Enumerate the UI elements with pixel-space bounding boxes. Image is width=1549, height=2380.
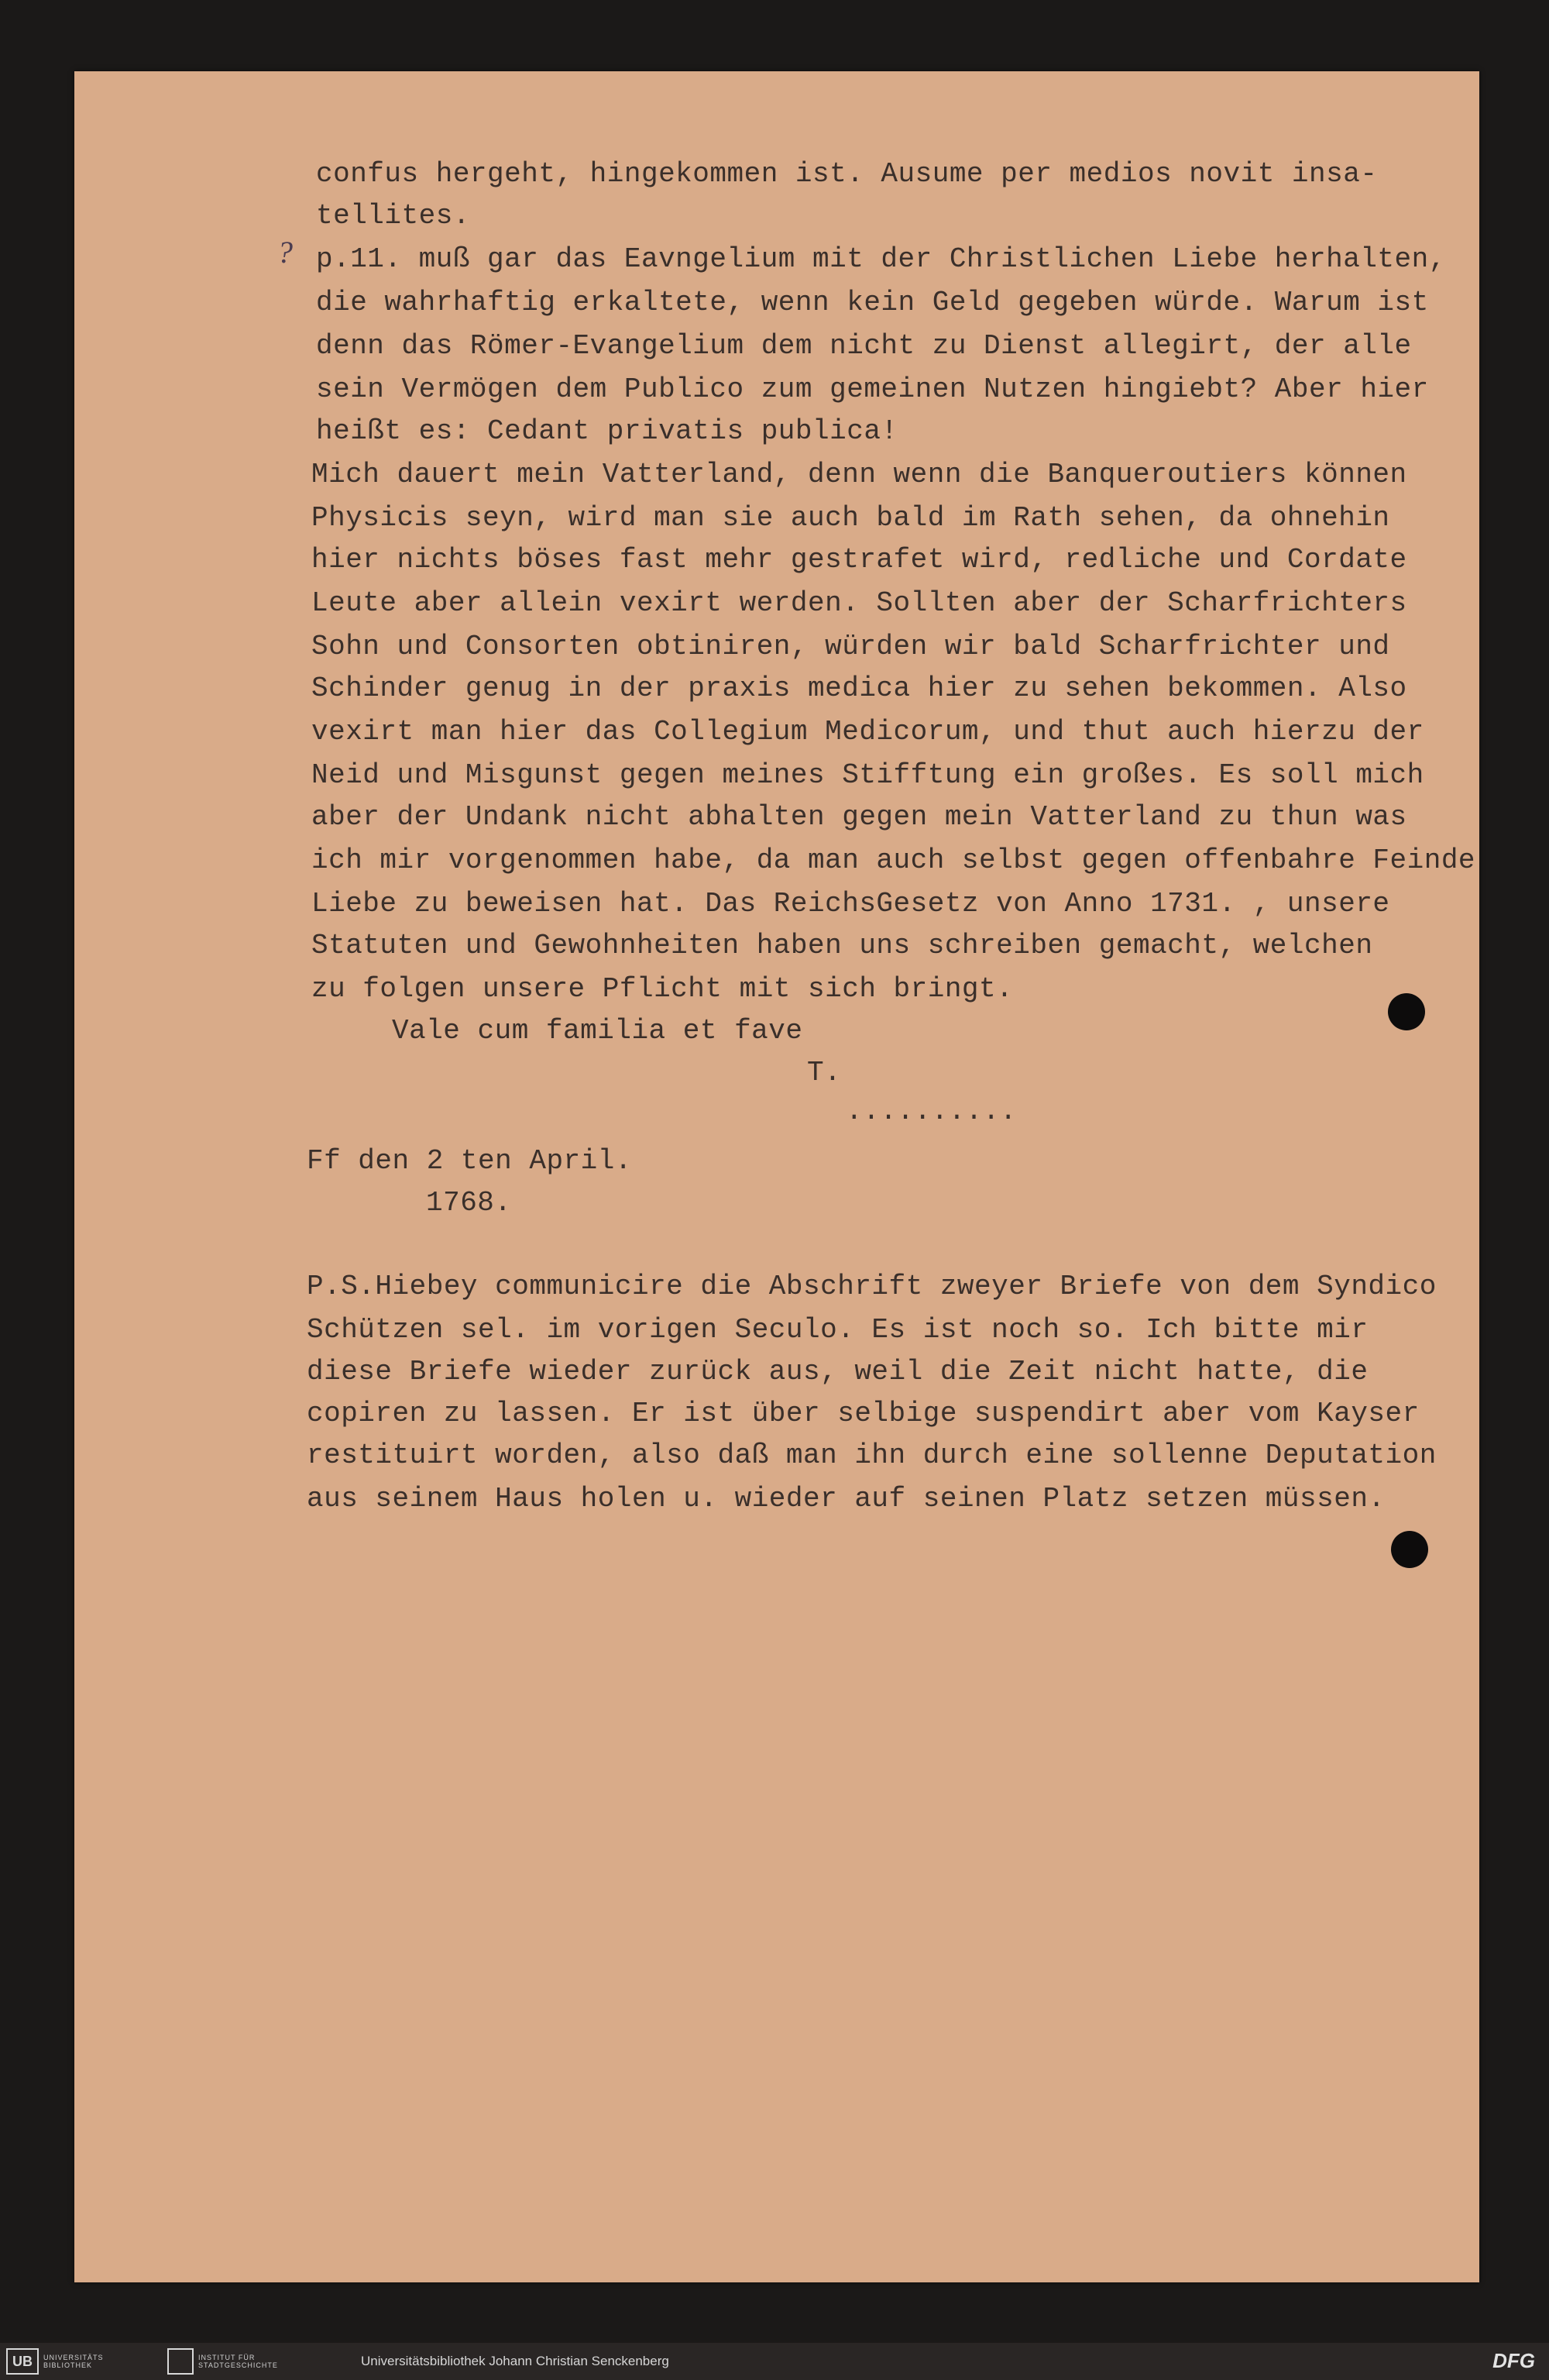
text-line: Mich dauert mein Vatterland, denn wenn die Banqueroutiers können [311, 459, 1407, 490]
text-line: tellites. [316, 200, 470, 232]
institute-logo-caption: INSTITUT FÜR STADTGESCHICHTE [198, 2354, 278, 2369]
text-line: Schützen sel. im vorigen Seculo. Es ist noch so. Ich bitte mir [307, 1314, 1369, 1346]
text-line: Schinder genug in der praxis medica hier zu sehen bekommen. Also [311, 672, 1407, 704]
text-line: aus seinem Haus holen u. wieder auf seinen Platz setzen müssen. [307, 1483, 1386, 1515]
library-name: Universitätsbibliothek Johann Christian Senckenberg [361, 2354, 669, 2368]
ub-logo [6, 2349, 136, 2374]
text-line: Physicis seyn, wird man sie auch bald im Rath sehen, da ohnehin [311, 502, 1390, 534]
text-line: zu folgen unsere Pflicht mit sich bringt. [311, 973, 1014, 1005]
text-line: denn das Römer-Evangelium dem nicht zu Dienst allegirt, der alle [316, 330, 1412, 362]
signature-initial: T. [807, 1057, 842, 1089]
ub-logo-caption: UNIVERSITÄTS BIBLIOTHEK [43, 2354, 104, 2369]
text-line: ich mir vorgenommen habe, da man auch selbst gegen offenbahre Feinde [311, 844, 1476, 876]
year-line: 1768. [426, 1187, 512, 1219]
text-line: Sohn und Consorten obtiniren, würden wir bald Scharfrichter und [311, 631, 1390, 662]
text-line: die wahrhaftig erkaltete, wenn kein Geld gegeben würde. Warum ist [316, 287, 1429, 318]
text-line: Statuten und Gewohnheiten haben uns schreiben gemacht, welchen [311, 930, 1373, 961]
text-line: hier nichts böses fast mehr gestrafet wird, redliche und Cordate [311, 544, 1407, 576]
text-line: vexirt man hier das Collegium Medicorum, und thut auch hierzu der [311, 716, 1424, 748]
text-line: sein Vermögen dem Publico zum gemeinen Nutzen hingiebt? Aber hier [316, 373, 1429, 405]
margin-annotation: ? [277, 235, 293, 270]
institute-logo-mark [167, 2348, 194, 2375]
text-line: restituirt worden, also daß man ihn durch eine sollenne Deputation [307, 1439, 1437, 1471]
ub-logo-mark: UB [6, 2348, 39, 2375]
institute-logo [167, 2349, 330, 2374]
dotted-line: .......... [846, 1095, 1018, 1127]
text-line: confus hergeht, hingekommen ist. Ausume per medios novit insa- [316, 158, 1378, 190]
text-line: Leute aber allein vexirt werden. Sollten aber der Scharfrichters [311, 587, 1407, 619]
footer-bar [0, 2343, 1549, 2380]
text-line: heißt es: Cedant privatis publica! [316, 415, 898, 447]
dfg-logo: DFG [1492, 2349, 1535, 2372]
text-line: Neid und Misgunst gegen meines Stifftung ein großes. Es soll mich [311, 759, 1424, 791]
closing-line: Vale cum familia et fave [392, 1015, 803, 1047]
text-line: diese Briefe wieder zurück aus, weil die Zeit nicht hatte, die [307, 1356, 1369, 1388]
document-page [74, 71, 1479, 2282]
text-line: p.11. muß gar das Eavngelium mit der Christlichen Liebe herhalten, [316, 243, 1446, 275]
punch-hole [1391, 1531, 1428, 1568]
punch-hole [1388, 993, 1425, 1030]
text-line: aber der Undank nicht abhalten gegen mein Vatterland zu thun was [311, 801, 1407, 833]
text-line: copiren zu lassen. Er ist über selbige suspendirt aber vom Kayser [307, 1398, 1420, 1429]
text-line: P.S.Hiebey communicire die Abschrift zweyer Briefe von dem Syndico [307, 1271, 1437, 1302]
text-line: Liebe zu beweisen hat. Das ReichsGesetz von Anno 1731. , unsere [311, 888, 1390, 920]
date-line: Ff den 2 ten April. [307, 1145, 632, 1177]
